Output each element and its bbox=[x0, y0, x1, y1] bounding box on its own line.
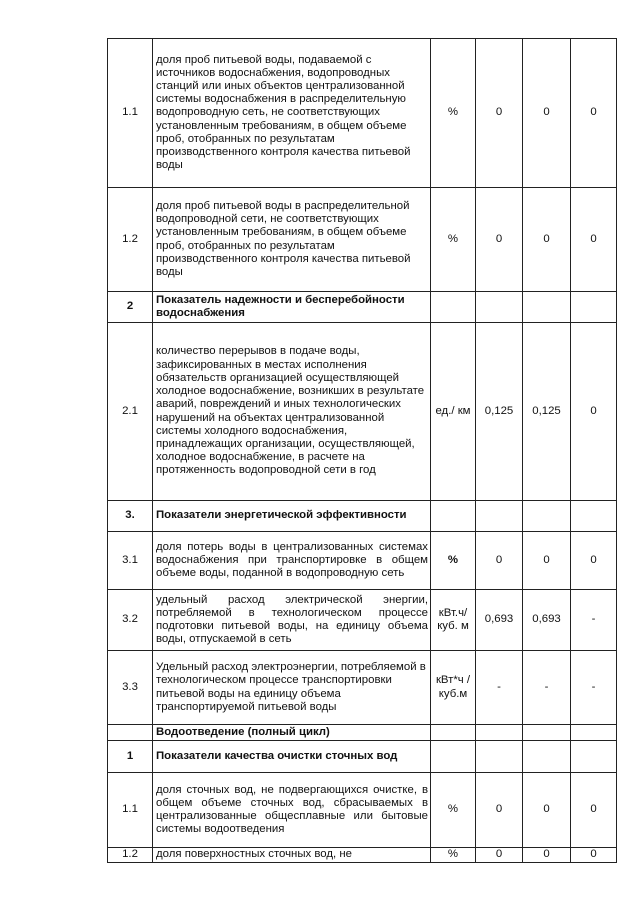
section-title: Показатели качества очистки сточных вод bbox=[153, 741, 431, 773]
value-cell-3: - bbox=[571, 651, 617, 725]
section-row bbox=[108, 725, 617, 741]
section-title: Водоотведение (полный цикл) bbox=[153, 725, 431, 741]
table-row bbox=[108, 188, 617, 292]
section-number bbox=[108, 725, 153, 741]
value-cell-1: 0 bbox=[476, 773, 523, 848]
table-row bbox=[108, 848, 617, 863]
value-cell-2: 0 bbox=[523, 39, 571, 188]
value-cell-2 bbox=[523, 501, 571, 532]
unit-cell: % bbox=[431, 39, 476, 188]
unit-cell bbox=[431, 725, 476, 741]
value-cell-3: - bbox=[571, 590, 617, 651]
value-cell-1: 0,125 bbox=[476, 323, 523, 501]
value-cell-1 bbox=[476, 501, 523, 532]
table-row bbox=[108, 39, 617, 188]
row-number: 1.2 bbox=[108, 188, 153, 292]
unit-cell: кВт*ч / куб.м bbox=[431, 651, 476, 725]
value-cell-2: - bbox=[523, 651, 571, 725]
indicator-text: доля потерь воды в централизованных системах водоснабжения при транспортировке в общем объеме воды, поданной в водопроводную сеть bbox=[153, 532, 431, 590]
value-cell-2 bbox=[523, 725, 571, 741]
value-cell-3: 0 bbox=[571, 39, 617, 188]
value-cell-3 bbox=[571, 292, 617, 323]
value-cell-3: 0 bbox=[571, 188, 617, 292]
value-cell-1 bbox=[476, 725, 523, 741]
section-number: 3. bbox=[108, 501, 153, 532]
section-number: 2 bbox=[108, 292, 153, 323]
section-number: 1 bbox=[108, 741, 153, 773]
indicator-table bbox=[107, 38, 617, 863]
unit-cell: % bbox=[431, 188, 476, 292]
value-cell-3: 0 bbox=[571, 773, 617, 848]
value-cell-1 bbox=[476, 741, 523, 773]
indicator-text: доля поверхностных сточных вод, не bbox=[153, 848, 431, 863]
value-cell-1 bbox=[476, 292, 523, 323]
value-cell-3 bbox=[571, 501, 617, 532]
row-number: 1.1 bbox=[108, 39, 153, 188]
section-row bbox=[108, 741, 617, 773]
value-cell-1: 0 bbox=[476, 532, 523, 590]
value-cell-1: - bbox=[476, 651, 523, 725]
value-cell-3: 0 bbox=[571, 323, 617, 501]
value-cell-2: 0 bbox=[523, 188, 571, 292]
value-cell-2: 0,125 bbox=[523, 323, 571, 501]
value-cell-2: 0 bbox=[523, 532, 571, 590]
section-title: Показатель надежности и бесперебойности водоснабжения bbox=[153, 292, 431, 323]
section-row bbox=[108, 501, 617, 532]
value-cell-1: 0 bbox=[476, 848, 523, 863]
value-cell-3 bbox=[571, 725, 617, 741]
row-number: 1.2 bbox=[108, 848, 153, 863]
value-cell-1: 0 bbox=[476, 188, 523, 292]
indicator-text: удельный расход электрической энергии, потребляемой в технологическом процессе подготовки питьевой воды, на единицу объема воды, отпускаемой в сеть bbox=[153, 590, 431, 651]
row-number: 1.1 bbox=[108, 773, 153, 848]
table-row bbox=[108, 773, 617, 848]
unit-cell: % bbox=[431, 532, 476, 590]
row-number: 3.3 bbox=[108, 651, 153, 725]
section-title: Показатели энергетической эффективности bbox=[153, 501, 431, 532]
value-cell-2: 0 bbox=[523, 773, 571, 848]
value-cell-1: 0,693 bbox=[476, 590, 523, 651]
value-cell-3: 0 bbox=[571, 848, 617, 863]
unit-cell bbox=[431, 501, 476, 532]
unit-cell: % bbox=[431, 848, 476, 863]
indicator-text: Удельный расход электроэнергии, потребляемой в технологическом процессе транспортировки питьевой воды на единицу объема транспортируемой питьевой воды bbox=[153, 651, 431, 725]
value-cell-2: 0,693 bbox=[523, 590, 571, 651]
row-number: 2.1 bbox=[108, 323, 153, 501]
table-row bbox=[108, 651, 617, 725]
indicator-text: доля проб питьевой воды, подаваемой с источников водоснабжения, водопроводных станций или иных объектов централизованной системы водоснабжения в распределительную водопроводную сеть, не соответствующих установленным требованиям, в общем объеме проб, отобранных по результатам производственного контроля качества питьевой воды bbox=[153, 39, 431, 188]
unit-cell: кВт.ч/ куб. м bbox=[431, 590, 476, 651]
value-cell-2: 0 bbox=[523, 848, 571, 863]
unit-cell: ед./ км bbox=[431, 323, 476, 501]
value-cell-3: 0 bbox=[571, 532, 617, 590]
value-cell-2 bbox=[523, 741, 571, 773]
unit-cell: % bbox=[431, 773, 476, 848]
row-number: 3.1 bbox=[108, 532, 153, 590]
value-cell-1: 0 bbox=[476, 39, 523, 188]
table-row bbox=[108, 590, 617, 651]
value-cell-3 bbox=[571, 741, 617, 773]
indicator-text: доля сточных вод, не подвергающихся очистке, в общем объеме сточных вод, сбрасываемых в централизованные общесплавные или бытовые системы водоотведения bbox=[153, 773, 431, 848]
row-number: 3.2 bbox=[108, 590, 153, 651]
unit-cell bbox=[431, 741, 476, 773]
value-cell-2 bbox=[523, 292, 571, 323]
table-row bbox=[108, 532, 617, 590]
indicator-text: количество перерывов в подаче воды, зафиксированных в местах исполнения обязательств организацией осуществляющей холодное водоснабжение, возникших в результате аварий, повреждений и иных технологических нарушений на объектах централизованной системы холодного водоснабжения, принадлежащих организации, осуществляющей, холодное водоснабжение, в расчете на протяженность водопроводной сети в год bbox=[153, 323, 431, 501]
unit-cell bbox=[431, 292, 476, 323]
indicator-text: доля проб питьевой воды в распределительной водопроводной сети, не соответствующих установленным требованиям, в общем объеме проб, отобранных по результатам производственного контроля качества питьевой воды bbox=[153, 188, 431, 292]
section-row bbox=[108, 292, 617, 323]
table-row bbox=[108, 323, 617, 501]
